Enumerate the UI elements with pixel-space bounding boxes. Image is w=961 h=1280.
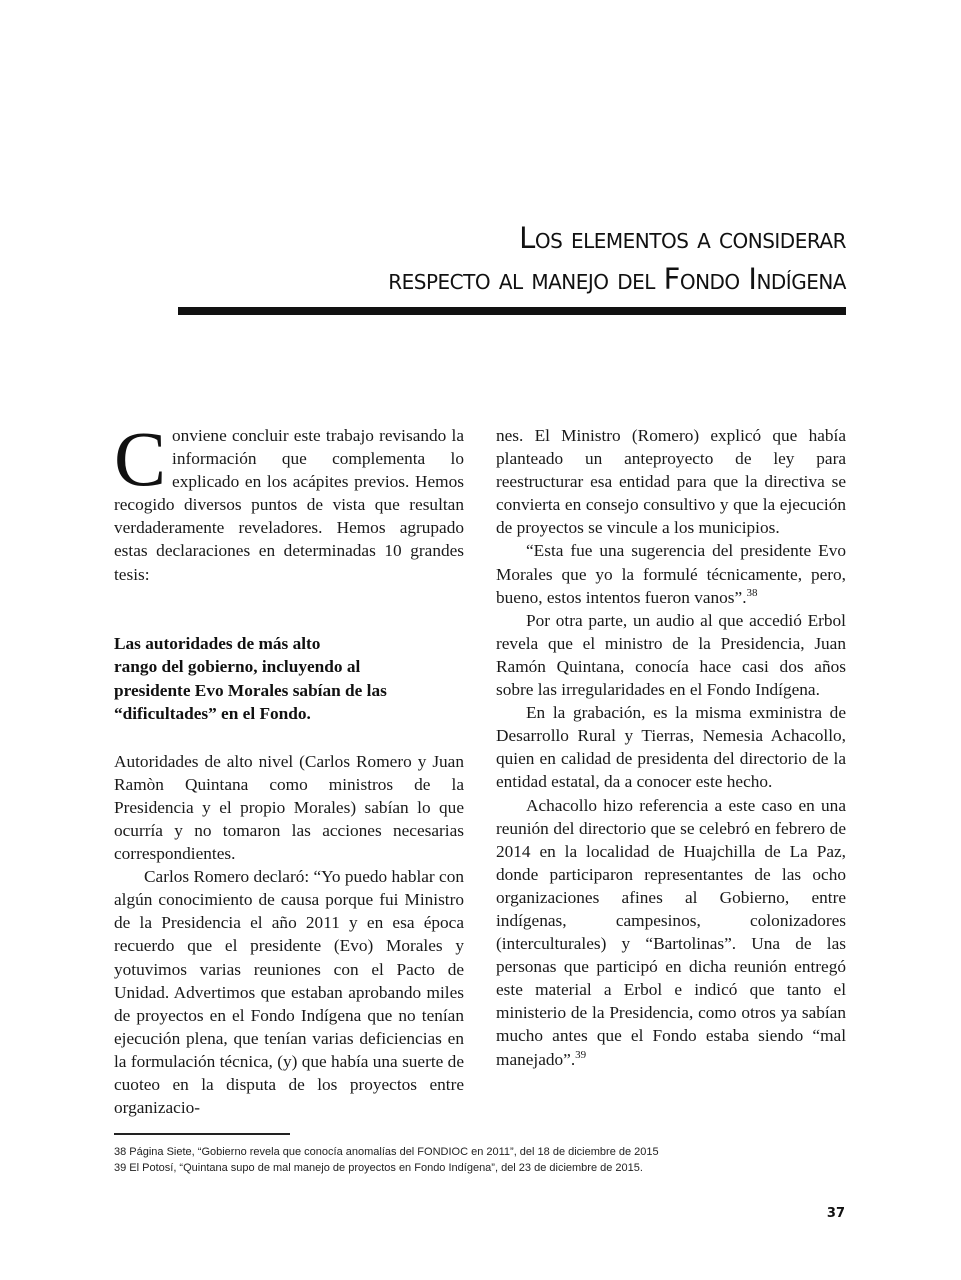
title-underline-rule <box>178 307 846 315</box>
subheading-line: rango del gobierno, incluyendo al <box>114 657 361 677</box>
right-column <box>496 424 846 1071</box>
quote-text: “Esta fue una sugerencia del presidente Evo Morales que yo la formulé técnicamente, pero, bueno, estos intentos fueron vanos”. <box>496 541 846 607</box>
chapter-title <box>170 218 846 300</box>
page-number: 37 <box>826 1206 845 1221</box>
body-paragraph: nes. El Ministro (Romero) explicó que había planteado un anteproyecto de ley para reestructurar esa entidad para que la directiva se convierta en consejo consultivo y que la ejecución de proyectos se vincule a los municipios. <box>496 426 846 538</box>
footnote-38: 38 Página Siete, “Gobierno revela que conocía anomalías del FONDIOC en 2011”, del 18 de diciembre de 2015 <box>114 1146 659 1158</box>
body-paragraph <box>496 539 846 608</box>
intro-paragraph <box>114 415 464 586</box>
footnotes <box>114 1144 854 1176</box>
body-paragraph: En la grabación, es la misma exministra de Desarrollo Rural y Tierras, Nemesia Achacollo, quien en calidad de presidenta del directorio de la entidad estatal, da a conocer este hecho. <box>496 703 846 792</box>
footnote-separator <box>114 1133 290 1135</box>
body-paragraph: Carlos Romero declaró: “Yo puedo hablar con algún conocimiento de causa porque fui Ministro de la Presidencia el año 2011 y en esa época recuerdo que el presidente (Evo) Morales y yotuvimos varias reuniones con el Pacto de Unidad. Advertimos que estaban aprobando miles de proyectos en el Fondo Indígena que no tenían ejecución plena, que tenían varias deficiencias en la formulación técnica, (y) que había una suerte de cuoteo en la disputa de los proyectos entre organizacio- <box>114 867 464 1118</box>
subheading-line: “dificultades” en el Fondo. <box>114 704 311 724</box>
footnote-ref-39[interactable]: 39 <box>575 1048 587 1061</box>
body-paragraph <box>496 794 846 1071</box>
intro-text: onviene concluir este trabajo revisando la información que complementa lo explicado en los acápites previos. Hemos recogido diversos puntos de vista que resultan verdaderamente reveladores. Hemos agrupado estas declaraciones en determinadas 10 grandes tesis: <box>114 426 464 584</box>
section-subheading <box>114 632 464 726</box>
left-column <box>114 415 464 1119</box>
paragraph-text: Achacollo hizo referencia a este caso en una reunión del directorio que se celebró en febrero de 2014 en la localidad de Huajchilla de La Paz, donde participaron representantes de las ocho organizaciones afines al Gobierno, entre indígenas, campesinos, colonizadores (interculturales) y “Bartolinas”. Una de las personas que participó en dicha reunión entregó este material a Erbol e indicó que tanto el ministerio de la Presidencia, como otros ya sabían mucho antes que el Fondo estaba siendo “mal manejado”. <box>496 795 846 1069</box>
chapter-title-line-2: respecto al manejo del Fondo Indígena <box>388 262 846 296</box>
body-paragraph: Por otra parte, un audio al que accedió Erbol revela que el ministro de la Presidencia, Juan Ramón Quintana, conocía hace casi dos años sobre las irregularidades en el Fondo Indígena. <box>496 610 846 700</box>
body-paragraph: Autoridades de alto nivel (Carlos Romero y Juan Ramòn Quintana como ministros de la Presidencia y el propio Morales) sabían lo que ocurría y no tomaron las acciones necesarias correspondientes. <box>114 751 464 864</box>
chapter-title-line-1: Los elementos a considerar <box>519 221 846 255</box>
subheading-line: presidente Evo Morales sabían de las <box>114 680 387 700</box>
subheading-line: Las autoridades de más alto <box>114 633 321 653</box>
footnote-39: 39 El Potosí, “Quintana supo de mal manejo de proyectos en Fondo Indígena”, del 23 de diciembre de 2015. <box>114 1162 643 1174</box>
footnote-ref-38[interactable]: 38 <box>746 586 758 599</box>
drop-cap: C <box>114 415 167 502</box>
